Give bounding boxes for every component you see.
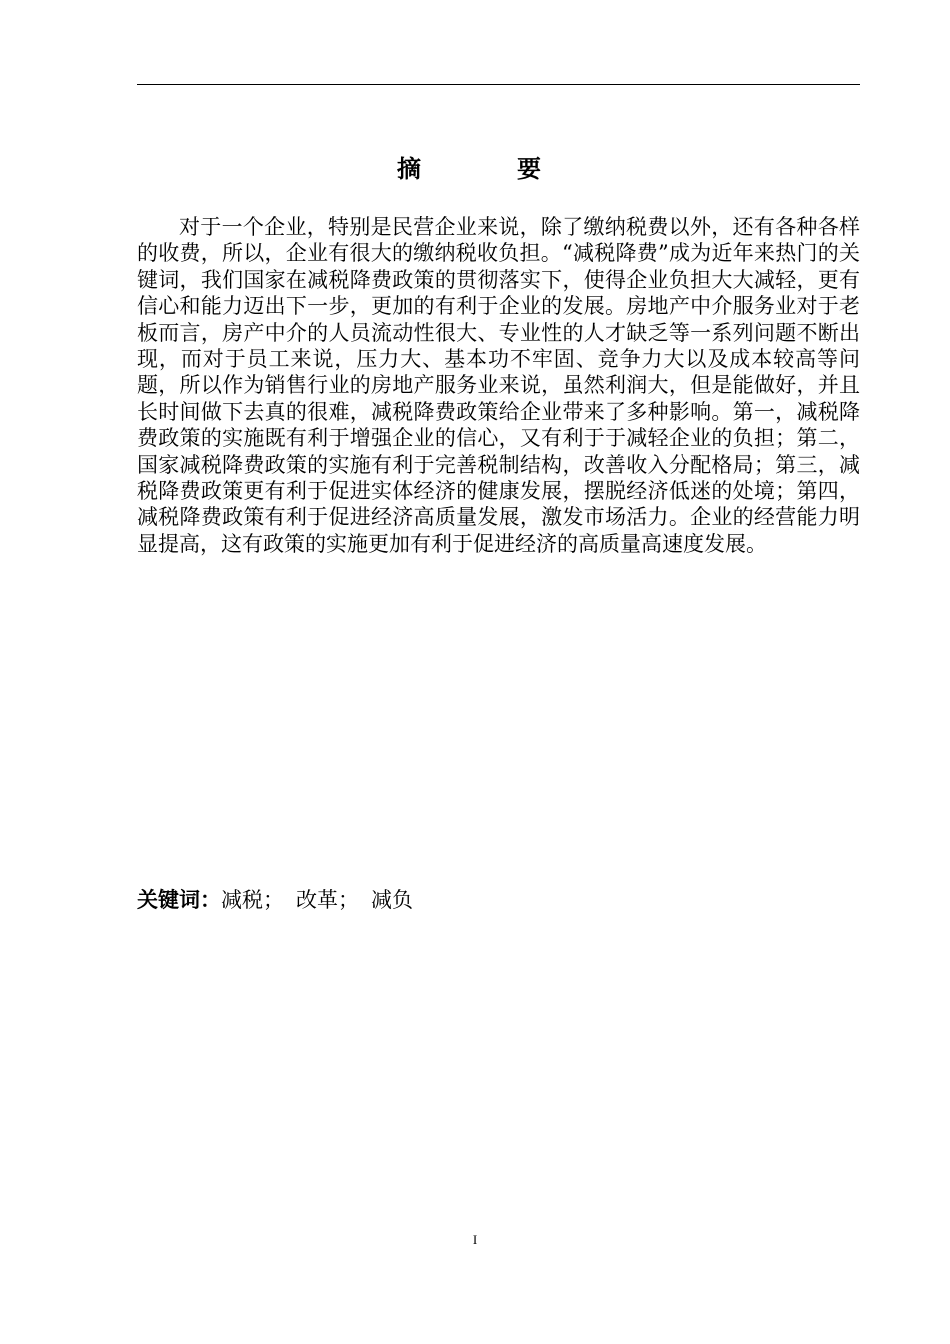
header-rule bbox=[137, 84, 860, 85]
keywords-line bbox=[137, 886, 860, 914]
keyword-item: 改革； bbox=[296, 888, 359, 912]
keyword-item: 减税； bbox=[221, 888, 284, 912]
page-title: 摘 要 bbox=[397, 155, 577, 183]
abstract-paragraph: 对于一个企业，特别是民营企业来说，除了缴纳税费以外，还有各种各样的收费，所以，企业有很大的缴纳税收负担。“减税降费”成为近年来热门的关键词，我们国家在减税降费政策的贯彻落实下，使得企业负担大大减轻，更有信心和能力迈出下一步，更加的有利于企业的发展。房地产中介服务业对于老板而言，房产中介的人员流动性很大、专业性的人才缺乏等一系列问题不断出现，而对于员工来说，压力大、基本功不牢固、竞争力大以及成本较高等问题，所以作为销售行业的房地产服务业来说，虽然利润大，但是能做好，并且长时间做下去真的很难，减税降费政策给企业带来了多种影响。第一，减税降费政策的实施既有利于增强企业的信心，又有利于于减轻企业的负担；第二，国家减税降费政策的实施有利于完善税制结构，改善收入分配格局；第三，减税降费政策更有利于促进实体经济的健康发展，摆脱经济低迷的处境；第四，减税降费政策有利于促进经济高质量发展，激发市场活力。企业的经营能力明显提高，这有政策的实施更加有利于促进经济的高质量高速度发展。 bbox=[137, 215, 860, 556]
keywords-label: 关键词： bbox=[137, 888, 221, 912]
page-number: I bbox=[472, 1232, 478, 1247]
keyword-item: 减负 bbox=[371, 888, 413, 912]
